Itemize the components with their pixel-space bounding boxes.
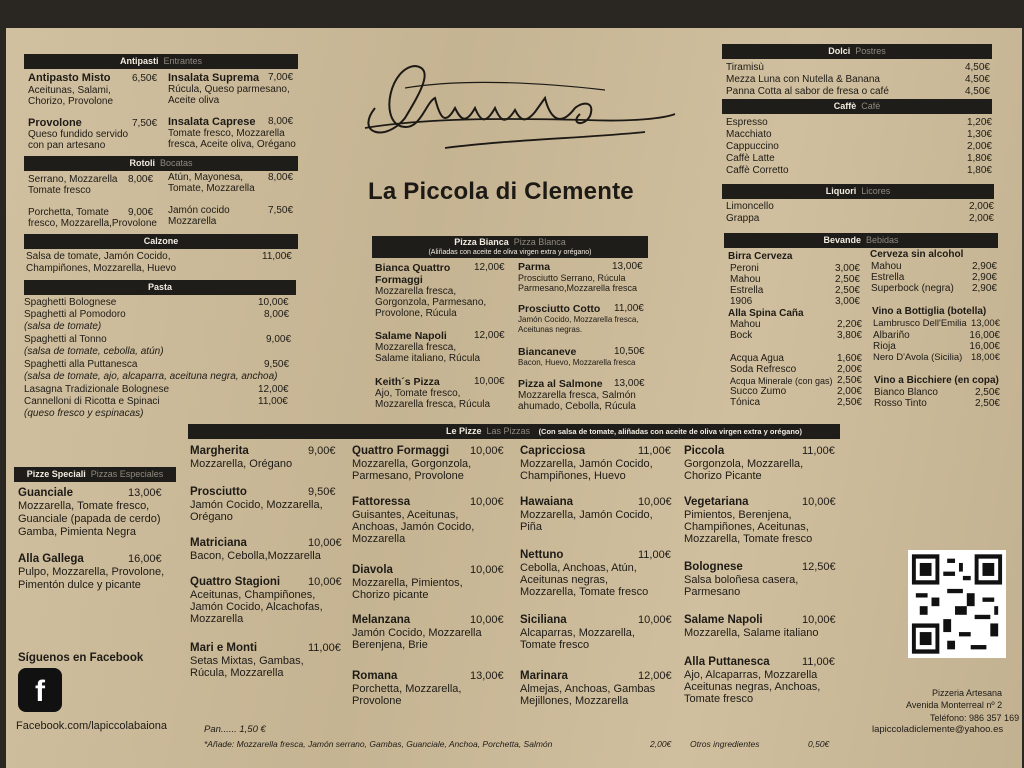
pizza-desc: Piña — [520, 521, 543, 533]
salame-napoli-b-desc: Mozzarella fresca, — [375, 342, 457, 353]
biancaneve-price: 10,50€ — [614, 346, 645, 357]
pizza-name: Vegetariana — [684, 496, 749, 508]
keiths-pizza-name: Keith´s Pizza — [375, 376, 440, 388]
soft-item: Soda Refresco 2,00€ — [730, 364, 862, 375]
rotoli-price: 8,00€ — [268, 172, 294, 183]
pizza-desc: Mozzarella — [190, 613, 244, 625]
pizza-desc: Mozzarella, Pimientos, — [352, 577, 463, 589]
pizza-desc: Parmesano — [684, 586, 741, 598]
pizza-price: 10,00€ — [802, 496, 836, 508]
pizza-desc: Tomate fresco — [684, 693, 754, 705]
rotoli-item: fresco, Mozzarella,Provolone — [28, 218, 157, 229]
caffe-item: Caffè Latte 1,80€ — [726, 153, 992, 164]
dolci-item: Tiramisù 4,50€ — [726, 62, 990, 73]
prosciutto-cotto-name: Prosciutto Cotto — [518, 303, 601, 315]
vino-bottiglia-item: Nero D'Avola (Sicilia) 18,00€ — [873, 352, 1000, 363]
prosciutto-cotto-price: 11,00€ — [614, 303, 644, 314]
pasta-header: Pasta — [24, 280, 296, 295]
bianca-quattro-name2: Formaggi — [375, 274, 423, 286]
pasta-price: 9,50€ — [264, 359, 290, 370]
dolci-item: Panna Cotta al sabor de fresa o café 4,50€ — [726, 86, 990, 97]
pizza-desc: Mozzarella — [352, 533, 406, 545]
pizza-desc: Ajo, Alcaparras, Mozzarella — [684, 669, 818, 681]
pizza-name: Fattoressa — [352, 496, 411, 508]
spina-item: Bock 3,80€ — [730, 330, 862, 341]
pizza-name: Salame Napoli — [684, 614, 763, 626]
pizza-price: 10,00€ — [470, 564, 504, 576]
birra-item: Peroni 3,00€ — [730, 263, 860, 274]
insalata-suprema-price: 7,00€ — [268, 72, 294, 83]
pizza-name: Nettuno — [520, 549, 564, 561]
vino-bicchiere-title: Vino a Bicchiere (en copa) — [874, 375, 999, 386]
provolone-name: Provolone — [28, 117, 82, 129]
pizza-desc: Mozzarella, Orégano — [190, 458, 293, 470]
parma-price: 13,00€ — [612, 261, 643, 272]
pizza-price: 10,00€ — [802, 614, 836, 626]
pizza-price: 11,00€ — [308, 642, 341, 654]
pizza-name: Diavola — [352, 564, 393, 576]
pizza-price: 10,00€ — [638, 496, 672, 508]
pasta-item: Spaghetti alla Puttanesca — [24, 359, 138, 370]
caffe-item: Macchiato 1,30€ — [726, 129, 992, 140]
parma-name: Parma — [518, 261, 551, 273]
liquori-header: Liquori Licores — [722, 184, 994, 199]
rotoli-item: Serrano, Mozzarella — [28, 174, 118, 185]
rotoli-item: Jamón cocido — [168, 205, 230, 216]
sin-alcohol-title: Cerveza sin alcohol — [870, 249, 964, 260]
pizza-desc: Gorgonzola, Mozzarella, — [684, 458, 804, 470]
pizza-price: 11,00€ — [638, 549, 671, 561]
vino-bicchiere-item: Rosso Tinto 2,50€ — [874, 398, 1000, 409]
guanciale-desc: Mozzarella, Tomate fresco, — [18, 500, 150, 512]
pizza-desc: Almejas, Anchoas, Gambas — [520, 683, 656, 695]
pasta-price: 9,00€ — [266, 334, 292, 345]
caffe-item: Caffè Corretto 1,80€ — [726, 165, 992, 176]
antipasti-header: Antipasti Entrantes — [24, 54, 298, 69]
pizza-desc: Berenjena, Brie — [352, 639, 428, 651]
vino-bicchiere-item: Bianco Blanco 2,50€ — [874, 387, 1000, 398]
rotoli-price: 7,50€ — [268, 205, 294, 216]
pizza-desc: Mozzarella, Tomate fresco — [520, 586, 649, 598]
pasta-item: Spaghetti al Tonno — [24, 334, 107, 345]
pizza-desc: Aceitunas negras, — [520, 574, 609, 586]
pizza-desc: Mozzarella, Salame italiano — [684, 627, 819, 639]
pizza-desc: Jamón Cocido, Mozzarella — [352, 627, 482, 639]
pizza-price: 9,50€ — [308, 486, 336, 498]
extras-price: 2,00€ — [650, 739, 672, 749]
pizza-desc: Porchetta, Mozzarella, — [352, 683, 462, 695]
pizza-desc: Mozzarella, Jamón Cocido, — [520, 458, 653, 470]
pizza-desc: Rúcula, Mozzarella — [190, 667, 284, 679]
biancaneve-desc: Bacon, Huevo, Mozzarella fresca — [518, 358, 636, 367]
caffe-header: Caffè Café — [722, 99, 992, 114]
qr-code-icon[interactable] — [908, 550, 1006, 658]
guanciale-desc: Guanciale (papada de cerdo) — [18, 513, 161, 525]
guanciale-desc: Gamba, Pimienta Negra — [18, 526, 136, 538]
keiths-pizza-price: 10,00€ — [474, 376, 505, 387]
signature-logo — [345, 48, 695, 168]
soft-item: Succo Zumo 2,00€ — [730, 386, 862, 397]
pan-price: Pan...... 1,50 € — [204, 724, 266, 735]
pizza-desc: Bacon, Cebolla,Mozzarella — [190, 550, 321, 562]
pizza-name: Melanzana — [352, 614, 411, 626]
le-pizze-header: Le Pizze Las Pizzas (Con salsa de tomate, aliñadas con aceite de oliva virgen extra y orégano) — [188, 424, 840, 439]
birra-item: Estrella 2,50€ — [730, 285, 860, 296]
salame-napoli-b-price: 12,00€ — [474, 330, 505, 341]
insalata-caprese-price: 8,00€ — [268, 116, 294, 127]
contact-line2: Avenida Monterreal nº 2 — [906, 700, 1003, 710]
provolone-desc: con pan artesano — [28, 140, 106, 151]
soft-item: Acqua Agua 1,60€ — [730, 353, 862, 364]
pizze-speciali-header: Pizze Speciali Pizzas Especiales — [14, 467, 176, 482]
antipasto-misto-desc: Aceitunas, Salami, — [28, 85, 111, 96]
parma-desc: Prosciutto Serrano, Rúcula — [518, 273, 626, 283]
prosciutto-cotto-desc: Aceitunas negras. — [518, 325, 583, 334]
biancaneve-name: Biancaneve — [518, 346, 577, 358]
rotoli-item: Atún, Mayonesa, — [168, 172, 244, 183]
pizza-name: Margherita — [190, 445, 249, 457]
pizza-desc: Pimientos, Berenjena, — [684, 509, 792, 521]
pizza-price: 11,00€ — [802, 656, 835, 668]
pizza-name: Hawaiana — [520, 496, 574, 508]
vino-bottiglia-title: Vino a Bottiglia (botella) — [872, 306, 987, 317]
caffe-item: Espresso 1,20€ — [726, 117, 992, 128]
pizza-desc: Cebolla, Anchoas, Atún, — [520, 562, 637, 574]
pizza-desc: Champiñones, Huevo — [520, 470, 626, 482]
insalata-caprese-name: Insalata Caprese — [168, 116, 256, 128]
pasta-note: (salsa de tomate) — [24, 321, 102, 332]
extras-note: *Añade: Mozzarella fresca, Jamón serrano, Gambas, Guanciale, Anchoa, Porchetta, Salmón — [204, 739, 553, 749]
calzone-header: Calzone — [24, 234, 298, 249]
pasta-price: 11,00€ — [258, 396, 288, 407]
alla-gallega-price: 16,00€ — [128, 553, 162, 565]
pizza-price: 12,00€ — [638, 670, 672, 682]
facebook-url[interactable]: Facebook.com/lapiccolabaiona — [16, 720, 168, 732]
bianca-quattro-desc: Gorgonzola, Parmesano, — [375, 297, 487, 308]
soft-item: Tónica 2,50€ — [730, 397, 862, 408]
sin-item: Mahou 2,90€ — [871, 261, 997, 272]
pizza-name: Siciliana — [520, 614, 567, 626]
pizza-price: 13,00€ — [470, 670, 504, 682]
pizza-desc: Jamón Cocido, Mozzarella, — [190, 499, 323, 511]
vino-bottiglia-item: Lambrusco Dell'Emilia 13,00€ — [873, 318, 1000, 329]
rotoli-price: 8,00€ — [128, 174, 154, 185]
pasta-price: 10,00€ — [258, 297, 289, 308]
pizza-desc: Setas Mixtas, Gambas, — [190, 655, 304, 667]
birra-title: Birra Cerveza — [728, 251, 793, 262]
alla-gallega-desc: Pimentón dulce y picante — [18, 579, 141, 591]
caffe-item: Cappuccino 2,00€ — [726, 141, 992, 152]
pasta-item: Cannelloni di Ricotta e Spinaci — [24, 396, 160, 407]
provolone-price: 7,50€ — [132, 118, 158, 129]
pizza-desc: Mozzarella, Gorgonzola, — [352, 458, 472, 470]
dolci-header: Dolci Postres — [722, 44, 992, 59]
pizza-desc: Parmesano, Provolone — [352, 470, 464, 482]
pizza-desc: Tomate fresco — [520, 639, 590, 651]
pizza-name: Prosciutto — [190, 486, 247, 498]
pizza-name: Mari e Monti — [190, 642, 258, 654]
prosciutto-cotto-desc: Jamón Cocido, Mozzarella fresca, — [518, 315, 639, 324]
sin-item: Superbock (negra) 2,90€ — [871, 283, 997, 294]
pizza-desc: Mozzarella, Tomate fresco — [684, 533, 813, 545]
insalata-caprese-desc: Tomate fresco, Mozzarella — [168, 128, 285, 139]
spina-title: Alla Spina Caña — [728, 308, 804, 319]
antipasto-misto-name: Antipasto Misto — [28, 72, 111, 84]
pizza-price: 10,00€ — [470, 496, 504, 508]
pizza-price: 10,00€ — [308, 576, 342, 588]
pizza-name: Alla Puttanesca — [684, 656, 770, 668]
pizza-desc: Salsa boloñesa casera, — [684, 574, 799, 586]
insalata-suprema-name: Insalata Suprema — [168, 72, 260, 84]
antipasto-misto-desc: Chorizo, Provolone — [28, 96, 114, 107]
pizza-desc: Chorizo Picante — [684, 470, 762, 482]
pasta-item: Lasagna Tradizionale Bolognese — [24, 384, 170, 395]
pizza-desc: Guisantes, Aceitunas, — [352, 509, 459, 521]
pizza-desc: Jamón Cocido, Alcachofas, — [190, 601, 323, 613]
pizza-salmone-desc: ahumado, Cebolla, Rúcula — [518, 401, 636, 412]
pizza-name: Romana — [352, 670, 398, 682]
facebook-icon[interactable]: f — [18, 668, 62, 712]
vino-bottiglia-item: Rioja 16,00€ — [873, 341, 1000, 352]
pizza-name: Marinara — [520, 670, 568, 682]
pizza-price: 10,00€ — [470, 614, 504, 626]
pizza-name: Quattro Stagioni — [190, 576, 281, 588]
rotoli-item: Mozzarella — [168, 216, 217, 227]
pizza-price: 10,00€ — [470, 445, 504, 457]
pasta-note: (salsa de tomate, cebolla, atún) — [24, 346, 164, 357]
calzone-desc: Champiñones, Mozzarella, Huevo — [26, 263, 177, 274]
calzone-desc: Salsa de tomate, Jamón Cocido, — [26, 251, 171, 262]
liquori-item: Limoncello 2,00€ — [726, 201, 994, 212]
pizza-desc: Mejillones, Mozzarella — [520, 695, 629, 707]
pizza-desc: Chorizo picante — [352, 589, 429, 601]
insalata-suprema-desc: Rúcula, Queso parmesano, — [168, 84, 290, 95]
soft-item: Acqua Minerale (con gas) 2,50€ — [730, 375, 862, 386]
insalata-caprese-desc: fresca, Aceite oliva, Orégano — [168, 139, 296, 150]
pizza-desc: Mozzarella, Jamón Cocido, — [520, 509, 653, 521]
pizza-price: 11,00€ — [802, 445, 835, 457]
bianca-quattro-name: Bianca Quattro — [375, 262, 451, 274]
antipasto-misto-price: 6,50€ — [132, 73, 158, 84]
pizza-price: 10,00€ — [638, 614, 672, 626]
alla-gallega-desc: Pulpo, Mozzarella, Provolone, — [18, 566, 165, 578]
parma-desc: Parmesano,Mozzarella fresca — [518, 283, 638, 293]
pizza-salmone-name: Pizza al Salmone — [518, 378, 603, 390]
restaurant-title: La Piccola di Clemente — [368, 178, 634, 205]
birra-item: 1906 3,00€ — [730, 296, 860, 307]
alla-gallega-name: Alla Gallega — [18, 553, 84, 565]
dolci-item: Mezza Luna con Nutella & Banana 4,50€ — [726, 74, 990, 85]
guanciale-price: 13,00€ — [128, 487, 162, 499]
pizza-desc: Champiñones, Aceitunas, — [684, 521, 809, 533]
insalata-suprema-desc: Aceite oliva — [168, 95, 220, 106]
contact-email[interactable]: lapiccoladiclemente@yahoo.es — [872, 724, 1004, 735]
pizza-desc: Alcaparras, Mozzarella, — [520, 627, 635, 639]
pasta-item: Spaghetti al Pomodoro — [24, 309, 126, 320]
pizza-desc: Anchoas, Jamón Cocido, — [352, 521, 475, 533]
rotoli-price: 9,00€ — [128, 207, 154, 218]
pizza-bianca-header: Pizza Bianca Pizza Blanca $^{(Aliñadas con aceite de oliva virgen extra y orégano)}$ — [372, 236, 648, 258]
bianca-quattro-price: 12,00€ — [474, 262, 505, 273]
pasta-note: (salsa de tomate, ajo, alcaparra, aceituna negra, anchoa) — [24, 371, 278, 382]
calzone-price: 11,00€ — [262, 251, 292, 262]
pizza-price: 9,00€ — [308, 445, 336, 457]
pasta-item: Spaghetti Bolognese — [24, 297, 117, 308]
pizza-name: Piccola — [684, 445, 725, 457]
pasta-price: 12,00€ — [258, 384, 289, 395]
pizza-desc: Aceitunas, Champiñones, — [190, 589, 316, 601]
pizza-price: 12,50€ — [802, 561, 836, 573]
liquori-item: Grappa 2,00€ — [726, 213, 994, 224]
bianca-quattro-desc: Provolone, Rúcula — [375, 308, 457, 319]
contact-line1: Pizzeria Artesana — [932, 688, 1003, 698]
pasta-price: 8,00€ — [264, 309, 290, 320]
keiths-pizza-desc: Mozzarella fresca, Rúcula — [375, 399, 491, 410]
pizza-name: Matriciana — [190, 537, 247, 549]
pizza-salmone-desc: Mozzarella fresca, Salmón — [518, 390, 636, 401]
rotoli-item: Porchetta, Tomate — [28, 207, 109, 218]
facebook-label: Síguenos en Facebook — [18, 652, 144, 664]
bianca-quattro-desc: Mozzarella fresca, — [375, 286, 457, 297]
rotoli-header: Rotoli Bocatas — [24, 156, 298, 171]
birra-item: Mahou 2,50€ — [730, 274, 860, 285]
salame-napoli-b-desc: Salame italiano, Rúcula — [375, 353, 481, 364]
pizza-name: Capricciosa — [520, 445, 586, 457]
pizza-name: Quattro Formaggi — [352, 445, 450, 457]
spina-item: Mahou 2,20€ — [730, 319, 862, 330]
otros-price: 0,50€ — [808, 739, 830, 749]
salame-napoli-b-name: Salame Napoli — [375, 330, 447, 342]
provolone-desc: Queso fundido servido — [28, 129, 129, 140]
contact-phone: Teléfono: 986 357 169 — [930, 713, 1020, 723]
pizza-price: 11,00€ — [638, 445, 671, 457]
pizza-desc: Aceitunas negras, Anchoas, — [684, 681, 821, 693]
pizza-name: Bolognese — [684, 561, 743, 573]
guanciale-name: Guanciale — [18, 487, 73, 499]
pasta-note: (queso fresco y espinacas) — [24, 408, 144, 419]
rotoli-item: Tomate, Mozzarella — [168, 183, 255, 194]
keiths-pizza-desc: Ajo, Tomate fresco, — [375, 388, 461, 399]
pizza-desc: Orégano — [190, 511, 233, 523]
sin-item: Estrella 2,90€ — [871, 272, 997, 283]
pizza-salmone-price: 13,00€ — [614, 378, 645, 389]
otros-label: Otros ingredientes — [690, 739, 760, 749]
pizza-price: 10,00€ — [308, 537, 342, 549]
bevande-header: Bevande Bebidas — [724, 233, 998, 248]
vino-bottiglia-item: Albariño 16,00€ — [873, 330, 1000, 341]
rotoli-item: Tomate fresco — [28, 185, 91, 196]
pizza-desc: Provolone — [352, 695, 402, 707]
